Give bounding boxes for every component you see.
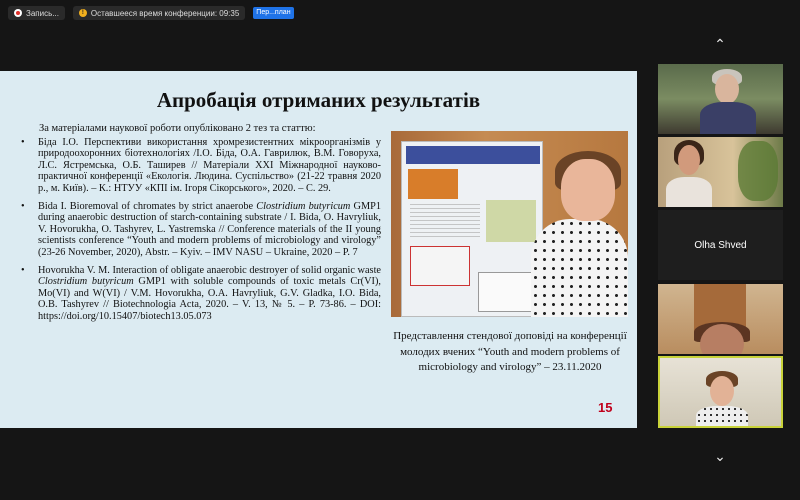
timer-label: Оставшееся время конференции: 09:35 (90, 8, 240, 18)
reference-list (21, 137, 381, 329)
slide-intro: За матеріалами наукової роботи опубліковано 2 тез та статтю: (39, 123, 316, 134)
participant-body (666, 177, 712, 207)
participant-tile-olha-shved[interactable] (658, 210, 783, 280)
poster-image (486, 200, 536, 242)
conference-timer (73, 6, 245, 20)
status-bar (8, 6, 294, 20)
poster-chart (478, 272, 538, 312)
poster-text-block (410, 204, 480, 240)
chevron-down-icon[interactable]: ⌄ (714, 448, 726, 464)
slide-title: Апробація отриманих результатів (156, 88, 481, 112)
poster-header (406, 146, 540, 164)
presenter-body (531, 219, 628, 317)
photo-caption: Представлення стендової доповіді на конференції молодих вчених “Youth and modern problems of microbiology and virology” – 23.11.2020 (393, 330, 627, 373)
participant-face (678, 145, 700, 175)
participant-tile[interactable] (658, 284, 783, 354)
participant-body (696, 406, 748, 428)
presenter-face (561, 159, 615, 221)
conference-poster (401, 141, 543, 317)
warning-icon: ! (79, 9, 87, 17)
chevron-up-icon[interactable]: ⌃ (714, 36, 726, 52)
participant-body (700, 102, 756, 134)
shared-slide (0, 71, 637, 428)
participant-tile[interactable] (658, 64, 783, 134)
background-plant (738, 141, 778, 201)
recording-indicator[interactable] (8, 6, 65, 20)
plan-button[interactable]: Пер...план (253, 7, 293, 19)
slide-number: 15 (598, 400, 613, 415)
participant-face (710, 376, 734, 406)
recording-label: Запись... (26, 8, 59, 18)
participant-name: Olha Shved (694, 239, 747, 251)
poster-chart (410, 246, 470, 286)
participant-tile-active-speaker[interactable] (658, 356, 783, 428)
poster-image (408, 169, 458, 199)
participant-tile[interactable] (658, 137, 783, 207)
reference-item: • Hovorukha V. M. Interaction of obligate anaerobic destroyer of solid organic waste Clostridium butyricum GMP1 with soluble compounds of toxic metals Cr(VI), Mo(VI) and W(VI) / V.M. Hovorukha, O.A. Havryliuk, G.V. Gladka, I.O. Bida, O.B. Tashyrev // Biotechnologia Acta, 2020. – V. 13, № 5. – P. 73-86. – DOI: https://doi.org/10.15407/biotech13.05.073 (21, 265, 381, 322)
participant-face (715, 74, 739, 104)
poster-photo (391, 131, 628, 317)
record-icon (14, 9, 22, 17)
reference-item: • Біда І.О. Перспективи використання хромрезистентних мікроорганізмів у природоохоронних біотехнологіях /І.О. Біда, О.А. Гаврилюк, В.М. Говоруха, Л.С. Ястремська, О.Б. Таширев // Матеріали XXІ Міжнародної науково-практичної конференції «Екологія. Людина. Суспільство» (21-22 травня 2020 р., м. Київ). – К.: НТУУ «КПІ ім. Ігоря Сікорського», 2020. – С. 29. (21, 137, 381, 194)
reference-item: • Bida I. Bioremoval of chromates by strict anaerobe Clostridium butyricum GMP1 during anaerobic destruction of starch-containing substrate / I. Bida, O. Havryliuk, V. Hovorukha, O. Tashyrev, L. Yastremska // Conference materials of the II young scientists conference “Youth and modern problems of microbiology and virology” (23-26 November, 2020), Abstr. – Kyiv. – IMV NASU – Ukraine, 2020 – P. 7 (21, 201, 381, 258)
